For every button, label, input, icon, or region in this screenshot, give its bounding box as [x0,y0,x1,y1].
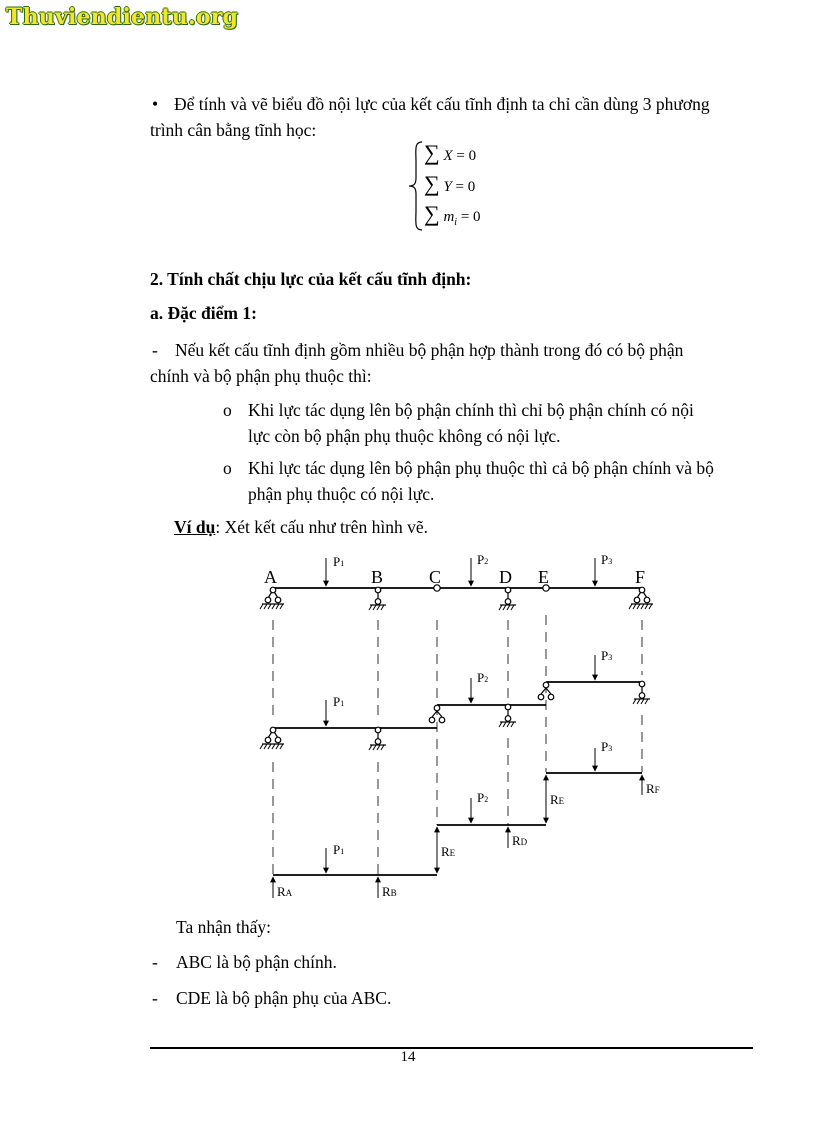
load-p3-row3: P3 [601,739,613,754]
site-watermark-logo: Thuviendientu.org [6,4,239,30]
beam-row-3 [273,748,642,898]
equation-sum-y: ∑ Y = 0 [424,171,476,196]
equation-brace [406,140,426,232]
conclusion-dash-1: - [152,952,158,972]
item-1-line-1: Khi lực tác dụng lên bộ phận chính thì chỉ bộ phận chính có nội [248,400,694,420]
beam-row-1 [260,558,653,610]
load-p2-row1: P2 [477,552,489,567]
load-p3-row1: P3 [601,552,613,567]
reaction-labels [277,781,660,899]
item-2-marker: o [223,458,232,478]
load-p1-row3: P1 [333,842,345,857]
conclusion-dash-2: - [152,988,158,1008]
para-dash: - [152,340,158,360]
intro-bullet: • [152,94,159,114]
load-p2-row3: P2 [477,790,489,805]
reaction-rb: RB [382,884,397,899]
intro-line-2: trình cân bằng tĩnh học: [150,120,317,140]
equation-sum-m: ∑ $m_i = 0$ [424,201,481,228]
example-label: Ví dụ [174,517,216,537]
reaction-ra: RA [277,884,293,899]
projection-lines [273,615,642,875]
node-label-d: D [499,567,512,587]
reaction-rd: RD [512,833,528,848]
para-line-1: Nếu kết cấu tĩnh định gồm nhiều bộ phận hợp thành trong đó có bộ phận [175,340,684,360]
node-label-e: E [538,567,549,587]
section-2-heading: 2. Tính chất chịu lực của kết cấu tĩnh định: [150,269,472,289]
load-p1-row1: P1 [333,554,345,569]
page-number: 14 [400,1049,416,1065]
node-label-f: F [635,567,646,587]
conclusion-line-1: ABC là bộ phận chính. [176,952,337,972]
conclusion-intro: Ta nhận thấy: [176,917,271,937]
load-p2-row2: P2 [477,670,489,685]
intro-line-1: Để tính và vẽ biểu đồ nội lực của kết cấu tĩnh định ta chỉ cần dùng 3 phương [174,94,710,114]
subsection-a-heading: a. Đặc điểm 1: [150,303,257,323]
load-p3-row2: P3 [601,648,613,663]
node-label-b: B [371,567,384,587]
load-p1-row2: P1 [333,694,345,709]
example-line [174,514,428,540]
node-labels [264,567,645,587]
conclusion-line-2: CDE là bộ phận phụ của ABC. [176,988,392,1008]
reaction-rf: RF [646,781,660,796]
equation-sum-x: ∑ X = 0 [424,140,477,165]
reaction-re-left: RE [441,844,456,859]
node-label-c: C [429,567,442,587]
example-text: : Xét kết cấu như trên hình vẽ. [215,517,428,537]
beam-row-2 [260,655,650,750]
reaction-re-right: RE [550,792,565,807]
para-line-2: chính và bộ phận phụ thuộc thì: [150,366,372,386]
beam-diagram [0,540,816,910]
item-1-marker: o [223,400,232,420]
node-label-a: A [264,567,277,587]
item-1-line-2: lực còn bộ phận phụ thuộc không có nội lực. [248,426,561,446]
item-2-line-2: phận phụ thuộc có nội lực. [248,484,435,504]
item-2-line-1: Khi lực tác dụng lên bộ phận phụ thuộc thì cả bộ phận chính và bộ [248,458,714,478]
